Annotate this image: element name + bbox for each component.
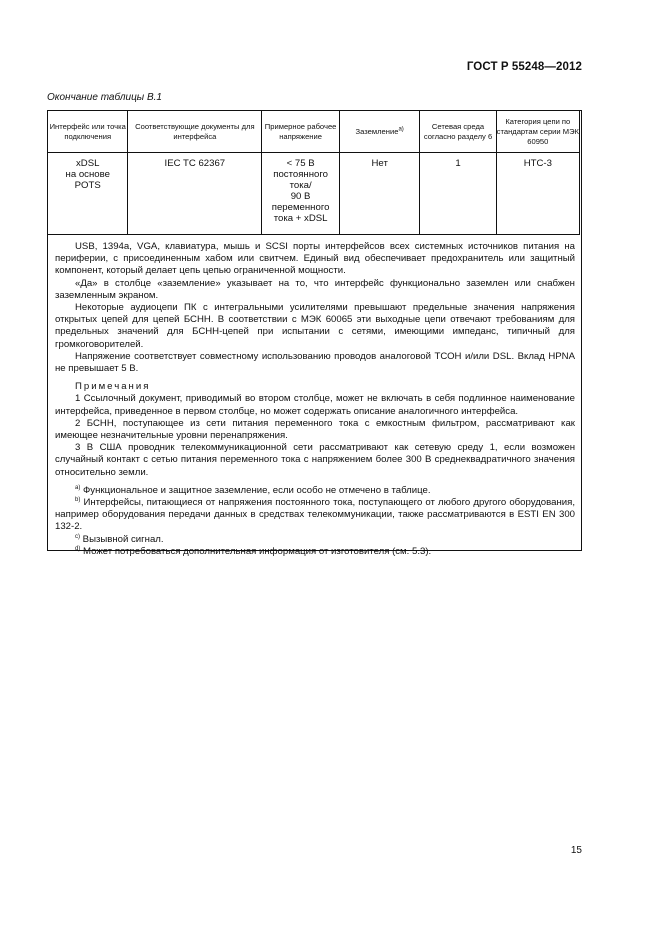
header-circuit-category: Категория цепи по стандартам серии МЭК 60950	[496, 111, 579, 153]
cell-network-env: 1	[420, 153, 496, 235]
header-grounding-sup: а)	[398, 125, 404, 132]
note-item: 1 Ссылочный документ, приводимый во втором столбце, может не включать в себя подлинное наименование интерфейса, приведенное в первом столбце, но может содержать описание аналогичного интерфейса.	[55, 393, 575, 417]
footnote-mark: c)	[75, 533, 80, 540]
header-documents: Соответствующие документы для интерфейса	[128, 111, 262, 153]
cell-voltage-line: тока/	[289, 180, 312, 191]
data-table	[47, 110, 580, 235]
page-number: 15	[570, 845, 582, 856]
note-item: 3 В США проводник телекоммуникационной сети рассматривают как сетевую среду 1, если возможен случайный контакт с сетью питания переменного тока с напряжением более 300 В среднеквадратичного значения относительно земли.	[55, 442, 575, 478]
cell-circuit-category: НТС-3	[496, 153, 579, 235]
header-interface: Интерфейс или точка подключения	[48, 111, 128, 153]
table-caption: Окончание таблицы В.1	[47, 92, 162, 103]
notes-title: Примечания	[75, 381, 151, 393]
cell-grounding: Нет	[339, 153, 419, 235]
cell-voltage-line: переменного	[271, 202, 330, 213]
header-voltage: Примерное рабочее напряжение	[262, 111, 340, 153]
paragraph: USB, 1394a, VGA, клавиатура, мышь и SCSI порты интерфейсов всех системных источников питания на периферии, с присоединенным хабом или свитчем. Единый вид обеспечивает предохранитель или защитный компонент, который делает цепь цепью ограниченной мощности.	[55, 241, 575, 277]
paragraph: Напряжение соответствует совместному использованию проводов аналоговой ТСОН и/или DSL. Вклад HPNA не превышает 5 В.	[55, 350, 575, 375]
footnote-mark: b)	[75, 496, 81, 503]
footnote-text: Интерфейсы, питающиеся от напряжения постоянного тока, поступающего от любого другого оборудования, например оборудования передачи данных в средствах телекоммуникации, также рассматриваются в ESTI EN 300 132-2.	[55, 497, 575, 533]
table-frame	[47, 110, 582, 557]
header-grounding	[339, 111, 419, 153]
footnote-text: Функциональное и защитное заземление, если особо не отмечено в таблице.	[83, 484, 431, 496]
table-row	[48, 153, 580, 235]
paragraph: «Да» в столбце «заземление» указывает на то, что интерфейс функционально заземлен или снабжен заземленным экраном.	[55, 277, 575, 301]
cell-interface-line: на основе	[65, 169, 110, 180]
paragraph: Некоторые аудиоцепи ПК с интегральными усилителями превышают предельные значения напряжения открытых цепей для цепей БСНН. В соответствии с МЭК 60065 эти выходные цепи отвечают требованиям для предельных значений для БСНН-цепей при испытании с сетями, имеющими импеданс, типичный для громкоговорителей.	[55, 302, 575, 350]
table-header-row	[48, 111, 580, 153]
footnote-mark: a)	[75, 484, 81, 491]
cell-documents: IEC TC 62367	[128, 153, 262, 235]
cell-interface-line: xDSL	[75, 158, 100, 169]
footnote	[55, 497, 575, 534]
footnote-mark: d)	[75, 545, 81, 552]
footnote-text: Может потребоваться дополнительная информация от изготовителя (см. 5.3).	[83, 545, 432, 557]
cell-voltage-line: тока + xDSL	[273, 213, 328, 224]
cell-voltage-line: постоянного	[273, 169, 328, 180]
header-network-env: Сетевая среда согласно разделу 6	[420, 111, 496, 153]
footnote	[55, 485, 575, 497]
table-notes	[55, 241, 575, 558]
standard-number: ГОСТ Р 55248—2012	[466, 61, 582, 73]
cell-voltage-line: 90 В	[290, 191, 311, 202]
footnote	[55, 546, 575, 558]
cell-voltage	[262, 153, 340, 235]
footnote	[55, 534, 575, 546]
cell-interface-line: POTS	[74, 180, 101, 191]
cell-interface	[48, 153, 128, 235]
cell-voltage-line: < 75 В	[286, 158, 315, 169]
header-grounding-label: Заземление	[355, 126, 399, 136]
note-item: 2 БСНН, поступающее из сети питания переменного тока с емкостным фильтром, рассматривают как имеющее незначительные уровни перенапряжения.	[55, 417, 575, 442]
footnote-text: Вызывной сигнал.	[82, 533, 164, 545]
